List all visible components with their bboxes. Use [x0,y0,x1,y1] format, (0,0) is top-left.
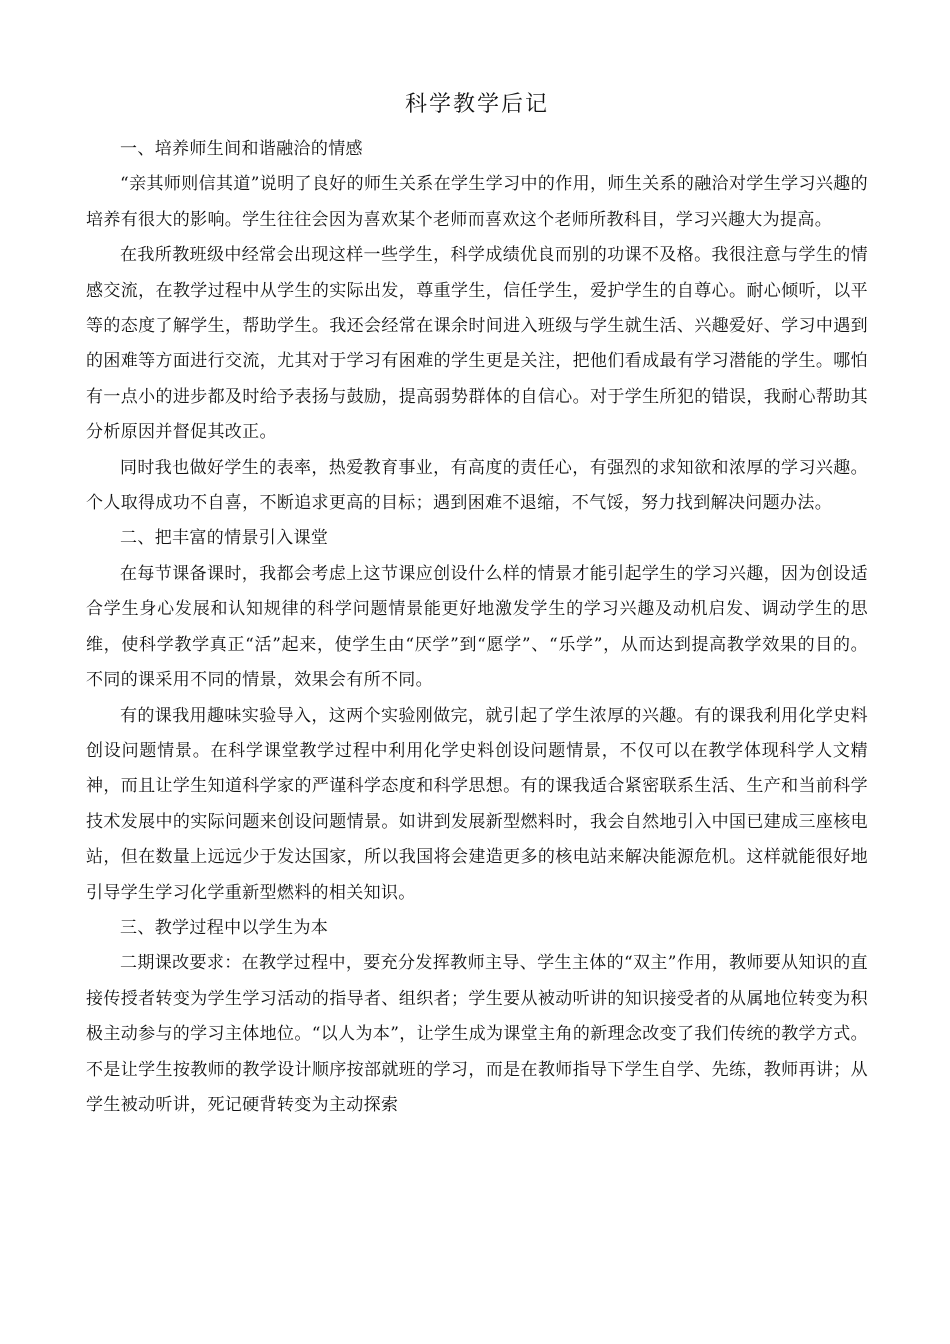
paragraph: 同时我也做好学生的表率，热爱教育事业，有高度的责任心，有强烈的求知欲和浓厚的学习兴趣。个人取得成功不自喜，不断追求更高的目标；遇到困难不退缩，不气馁，努力找到解决问题办法。 [86,457,868,514]
section-heading-3: 三、教学过程中以学生为本 [120,917,329,938]
paragraph: 在每节课备课时，我都会考虑上这节课应创设什么样的情景才能引起学生的学习兴趣，因为创设适合学生身心发展和认知规律的科学问题情景能更好地激发学生的学习兴趣及动机启发、调动学生的思维，使科学教学真正“活”起来，使学生由“厌学”到“愿学”、“乐学”，从而达到提高教学效果的目的。不同的课采用不同的情景，效果会有所不同。 [86,563,868,691]
document-title: 科学教学后记 [404,92,549,117]
paragraph: 有的课我用趣味实验导入，这两个实验刚做完，就引起了学生浓厚的兴趣。有的课我利用化学史料创设问题情景。在科学课堂教学过程中利用化学史料创设问题情景，不仅可以在教学体现科学人文精神，而且让学生知道科学家的严谨科学态度和科学思想。有的课我适合紧密联系生活、生产和当前科学技术发展中的实际问题来创设问题情景。如讲到发展新型燃料时，我会自然地引入中国已建成三座核电站，但在数量上远远少于发达国家，所以我国将会建造更多的核电站来解决能源危机。这样就能很好地引导学生学习化学重新型燃料的相关知识。 [86,705,868,903]
paragraph: 在我所教班级中经常会出现这样一些学生，科学成绩优良而别的功课不及格。我很注意与学生的情感交流，在教学过程中从学生的实际出发，尊重学生，信任学生，爱护学生的自尊心。耐心倾听，以平等的态度了解学生，帮助学生。我还会经常在课余时间进入班级与学生就生活、兴趣爱好、学习中遇到的困难等方面进行交流，尤其对于学习有困难的学生更是关注，把他们看成最有学习潜能的学生。哪怕有一点小的进步都及时给予表扬与鼓励，提高弱势群体的自信心。对于学生所犯的错误，我耐心帮助其分析原因并督促其改正。 [86,245,868,443]
paragraph: 二期课改要求：在教学过程中，要充分发挥教师主导、学生主体的“双主”作用，教师要从知识的直接传授者转变为学生学习活动的指导者、组织者；学生要从被动听讲的知识接受者的从属地位转变为积极主动参与的学习主体地位。“以人为本”，让学生成为课堂主角的新理念改变了我们传统的教学方式。不是让学生按教师的教学设计顺序按部就班的学习，而是在教师指导下学生自学、先练，教师再讲；从学生被动听讲，死记硬背转变为主动探索 [86,953,868,1115]
paragraph: “亲其师则信其道”说明了良好的师生关系在学生学习中的作用，师生关系的融洽对学生学习兴趣的培养有很大的影响。学生往往会因为喜欢某个老师而喜欢这个老师所教科目，学习兴趣大为提高。 [86,174,868,230]
section-heading-1: 一、培养师生间和谐融洽的情感 [120,139,363,159]
section-heading-2: 二、把丰富的情景引入课堂 [120,528,329,549]
